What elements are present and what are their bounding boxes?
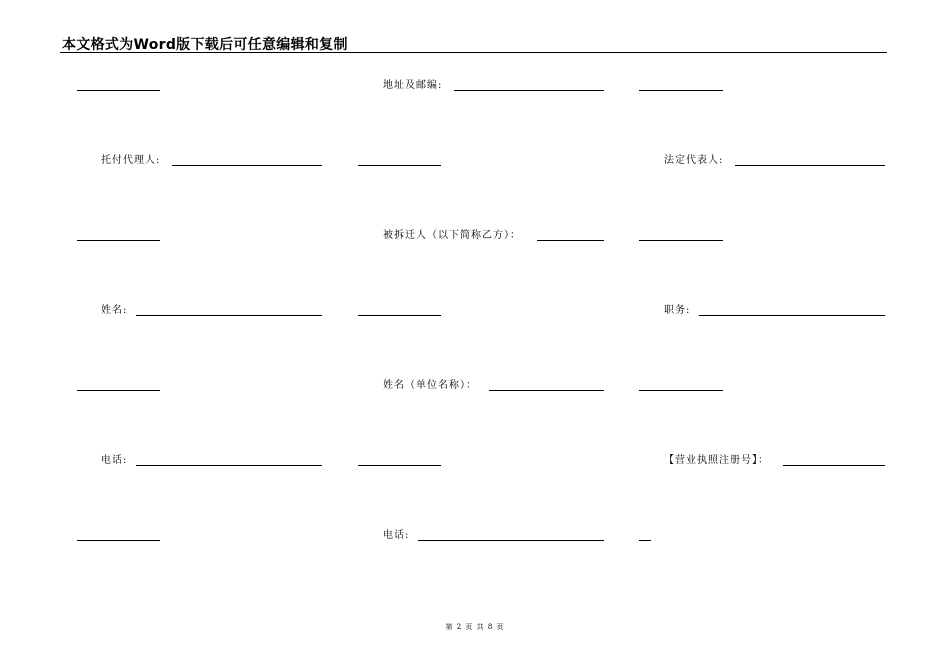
name-unit-input-line[interactable] xyxy=(489,390,604,391)
position-input-line[interactable] xyxy=(699,315,885,316)
position-label: 职务: xyxy=(664,305,691,316)
address-zip-label: 地址及邮编: xyxy=(383,80,443,91)
legal-rep-input-line[interactable] xyxy=(735,165,885,166)
phone-label-left: 电话: xyxy=(101,455,128,466)
header-rule xyxy=(60,52,887,53)
agent-input-line[interactable] xyxy=(172,165,322,166)
party-b-input-line[interactable] xyxy=(537,240,604,241)
address-zip-input-line[interactable] xyxy=(454,90,604,91)
blank-line[interactable] xyxy=(639,240,723,241)
page-header-title: 本文格式为Word版下载后可任意编辑和复制 xyxy=(62,37,348,53)
agent-label: 托付代理人: xyxy=(101,155,161,166)
blank-line[interactable] xyxy=(358,465,441,466)
blank-line[interactable] xyxy=(358,165,441,166)
blank-line[interactable] xyxy=(77,240,160,241)
name-unit-label: 姓名（单位名称）： xyxy=(383,380,477,391)
blank-line[interactable] xyxy=(77,540,160,541)
blank-line[interactable] xyxy=(639,90,723,91)
name-label: 姓名: xyxy=(101,305,128,316)
phone-input-line-center[interactable] xyxy=(418,540,604,541)
name-input-line[interactable] xyxy=(136,315,322,316)
blank-line-short[interactable] xyxy=(639,540,651,541)
license-label: 【营业执照注册号】： xyxy=(664,455,769,466)
phone-input-line-left[interactable] xyxy=(136,465,322,466)
blank-line[interactable] xyxy=(77,90,160,91)
phone-label-center: 电话: xyxy=(383,530,410,541)
blank-line[interactable] xyxy=(639,390,723,391)
blank-line[interactable] xyxy=(358,315,441,316)
page-indicator: 第 2 页 共 8 页 xyxy=(445,623,505,631)
party-b-label: 被拆迁人（以下简称乙方）： xyxy=(383,230,521,241)
legal-rep-label: 法定代表人: xyxy=(664,155,724,166)
blank-line[interactable] xyxy=(77,390,160,391)
license-input-line[interactable] xyxy=(783,465,885,466)
